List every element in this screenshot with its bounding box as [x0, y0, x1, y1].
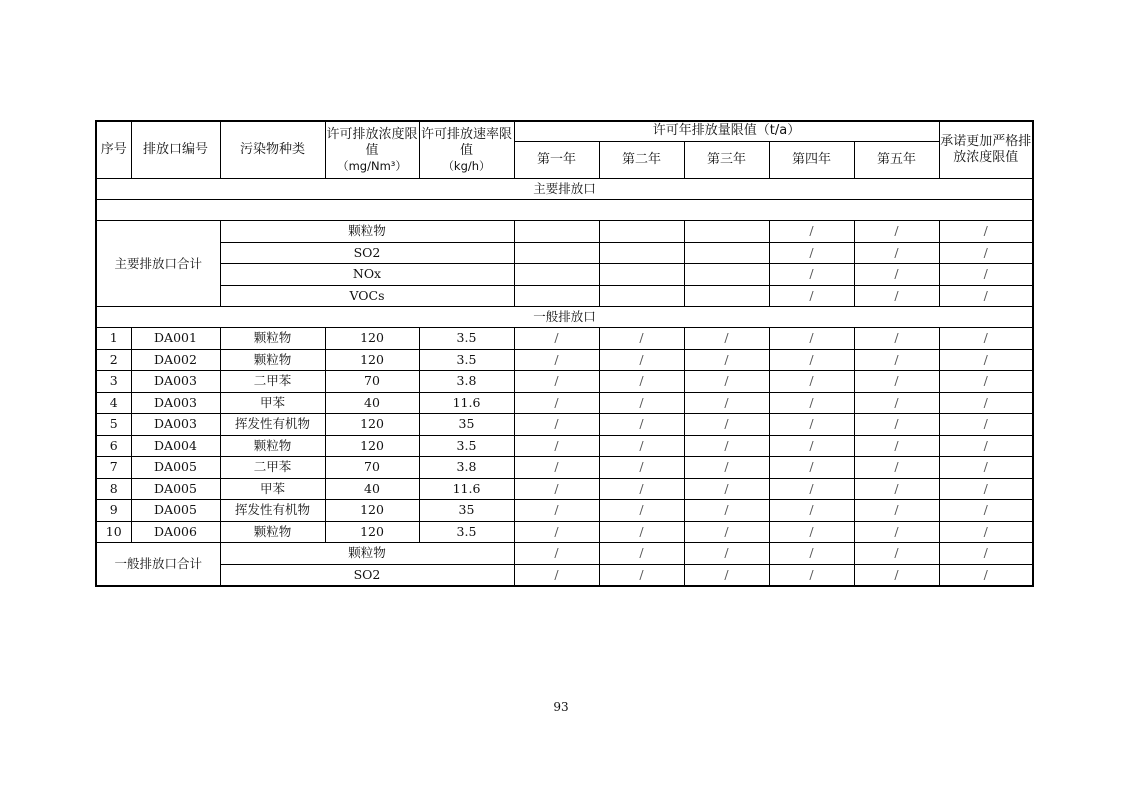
cell-pollutant: 挥发性有机物: [220, 414, 325, 436]
slash-cell: /: [854, 371, 939, 393]
slash-cell: /: [684, 371, 769, 393]
cell-seq: 9: [96, 500, 131, 522]
slash-cell: /: [769, 478, 854, 500]
slash-cell: /: [514, 371, 599, 393]
cell-seq: 5: [96, 414, 131, 436]
slash-cell: /: [939, 221, 1033, 243]
slash-cell: /: [514, 500, 599, 522]
slash-cell: /: [599, 564, 684, 586]
cell-seq: 7: [96, 457, 131, 479]
table-body: [96, 179, 1033, 587]
year-cell: [514, 242, 599, 264]
cell-conc: 120: [325, 328, 419, 350]
cell-outlet-id: DA005: [131, 478, 220, 500]
col-header-year-1: 第一年: [514, 142, 599, 179]
slash-cell: /: [514, 564, 599, 586]
slash-cell: /: [854, 500, 939, 522]
slash-cell: /: [939, 457, 1033, 479]
blank-cell: [96, 200, 1033, 221]
slash-cell: /: [769, 457, 854, 479]
slash-cell: /: [599, 521, 684, 543]
cell-rate: 35: [419, 500, 514, 522]
cell-conc: 40: [325, 392, 419, 414]
slash-cell: /: [854, 457, 939, 479]
cell-conc: 120: [325, 414, 419, 436]
cell-outlet-id: DA005: [131, 500, 220, 522]
table-row: [96, 349, 1033, 371]
general-summary-pollutant: 颗粒物: [220, 543, 514, 565]
page-number: 93: [553, 700, 569, 714]
cell-rate: 11.6: [419, 392, 514, 414]
cell-seq: 1: [96, 328, 131, 350]
cell-rate: 35: [419, 414, 514, 436]
slash-cell: /: [684, 521, 769, 543]
col-header-stricter-limit: 承诺更加严格排放浓度限值: [939, 121, 1033, 179]
cell-pollutant: 挥发性有机物: [220, 500, 325, 522]
general-summary-pollutant: SO2: [220, 564, 514, 586]
main-summary-row: [96, 285, 1033, 307]
slash-cell: /: [769, 328, 854, 350]
slash-cell: /: [599, 457, 684, 479]
cell-pollutant: 二甲苯: [220, 371, 325, 393]
slash-cell: /: [684, 500, 769, 522]
cell-seq: 3: [96, 371, 131, 393]
slash-cell: /: [854, 221, 939, 243]
cell-pollutant: 颗粒物: [220, 521, 325, 543]
cell-conc: 120: [325, 349, 419, 371]
cell-pollutant: 颗粒物: [220, 349, 325, 371]
rate-unit-label: （kg/h）: [442, 159, 491, 174]
section-title-general: 一般排放口: [96, 307, 1033, 328]
conc-unit-label: （mg/Nm³）: [337, 159, 407, 174]
slash-cell: /: [514, 435, 599, 457]
slash-cell: /: [599, 543, 684, 565]
cell-rate: 11.6: [419, 478, 514, 500]
slash-cell: /: [769, 371, 854, 393]
blank-row: [96, 200, 1033, 221]
slash-cell: /: [599, 435, 684, 457]
slash-cell: /: [854, 242, 939, 264]
main-summary-label: 主要排放口合计: [96, 221, 220, 307]
slash-cell: /: [599, 371, 684, 393]
cell-seq: 4: [96, 392, 131, 414]
slash-cell: /: [684, 457, 769, 479]
year-cell: [514, 285, 599, 307]
section-row-general: [96, 307, 1033, 328]
cell-outlet-id: DA004: [131, 435, 220, 457]
cell-outlet-id: DA005: [131, 457, 220, 479]
section-row-main: [96, 179, 1033, 200]
slash-cell: /: [514, 414, 599, 436]
cell-outlet-id: DA003: [131, 371, 220, 393]
rate-limit-label: 许可排放速率限值: [420, 126, 512, 158]
main-summary-pollutant: VOCs: [220, 285, 514, 307]
slash-cell: /: [939, 328, 1033, 350]
table-row: [96, 457, 1033, 479]
main-summary-row: [96, 264, 1033, 286]
slash-cell: /: [769, 543, 854, 565]
slash-cell: /: [854, 285, 939, 307]
slash-cell: /: [599, 500, 684, 522]
slash-cell: /: [514, 457, 599, 479]
cell-seq: 2: [96, 349, 131, 371]
year-cell: [684, 285, 769, 307]
slash-cell: /: [939, 349, 1033, 371]
slash-cell: /: [939, 543, 1033, 565]
emission-limits-table: [95, 120, 1034, 587]
year-cell: [514, 221, 599, 243]
col-header-year-2: 第二年: [599, 142, 684, 179]
cell-rate: 3.8: [419, 457, 514, 479]
year-cell: [599, 242, 684, 264]
slash-cell: /: [684, 564, 769, 586]
slash-cell: /: [599, 328, 684, 350]
table-row: [96, 371, 1033, 393]
slash-cell: /: [599, 414, 684, 436]
cell-seq: 8: [96, 478, 131, 500]
slash-cell: /: [939, 521, 1033, 543]
slash-cell: /: [514, 478, 599, 500]
slash-cell: /: [684, 328, 769, 350]
main-summary-pollutant: SO2: [220, 242, 514, 264]
table-row: [96, 521, 1033, 543]
slash-cell: /: [939, 478, 1033, 500]
col-header-year-5: 第五年: [854, 142, 939, 179]
slash-cell: /: [939, 264, 1033, 286]
col-header-annual-limit: 许可年排放量限值（t/a）: [514, 121, 939, 142]
slash-cell: /: [514, 328, 599, 350]
cell-pollutant: 二甲苯: [220, 457, 325, 479]
conc-limit-label: 许可排放浓度限值: [326, 126, 418, 158]
slash-cell: /: [769, 242, 854, 264]
slash-cell: /: [769, 392, 854, 414]
cell-outlet-id: DA001: [131, 328, 220, 350]
slash-cell: /: [684, 392, 769, 414]
main-summary-row: [96, 242, 1033, 264]
year-cell: [514, 264, 599, 286]
slash-cell: /: [939, 371, 1033, 393]
cell-conc: 120: [325, 500, 419, 522]
table-row: [96, 328, 1033, 350]
slash-cell: /: [769, 564, 854, 586]
slash-cell: /: [769, 221, 854, 243]
year-cell: [684, 221, 769, 243]
col-header-pollutant: 污染物种类: [220, 121, 325, 179]
cell-rate: 3.5: [419, 328, 514, 350]
cell-rate: 3.8: [419, 371, 514, 393]
cell-conc: 120: [325, 435, 419, 457]
cell-outlet-id: DA003: [131, 414, 220, 436]
general-summary-label: 一般排放口合计: [96, 543, 220, 587]
slash-cell: /: [854, 392, 939, 414]
slash-cell: /: [684, 478, 769, 500]
col-header-year-3: 第三年: [684, 142, 769, 179]
slash-cell: /: [854, 521, 939, 543]
main-summary-row: [96, 221, 1033, 243]
slash-cell: /: [939, 564, 1033, 586]
slash-cell: /: [769, 285, 854, 307]
slash-cell: /: [684, 414, 769, 436]
slash-cell: /: [939, 285, 1033, 307]
col-header-conc-limit: [325, 121, 419, 179]
cell-pollutant: 颗粒物: [220, 328, 325, 350]
slash-cell: /: [854, 478, 939, 500]
cell-rate: 3.5: [419, 349, 514, 371]
table-row: [96, 435, 1033, 457]
table-row: [96, 478, 1033, 500]
cell-pollutant: 颗粒物: [220, 435, 325, 457]
slash-cell: /: [684, 435, 769, 457]
table-row: [96, 392, 1033, 414]
general-summary-row: [96, 543, 1033, 565]
slash-cell: /: [769, 435, 854, 457]
slash-cell: /: [939, 500, 1033, 522]
main-summary-pollutant: 颗粒物: [220, 221, 514, 243]
table-row: [96, 414, 1033, 436]
cell-rate: 3.5: [419, 521, 514, 543]
slash-cell: /: [854, 435, 939, 457]
general-summary-row: [96, 564, 1033, 586]
slash-cell: /: [599, 392, 684, 414]
slash-cell: /: [769, 500, 854, 522]
slash-cell: /: [684, 349, 769, 371]
main-summary-pollutant: NOx: [220, 264, 514, 286]
year-cell: [599, 221, 684, 243]
cell-outlet-id: DA002: [131, 349, 220, 371]
col-header-year-4: 第四年: [769, 142, 854, 179]
slash-cell: /: [514, 392, 599, 414]
cell-pollutant: 甲苯: [220, 392, 325, 414]
slash-cell: /: [514, 543, 599, 565]
year-cell: [599, 285, 684, 307]
slash-cell: /: [939, 435, 1033, 457]
slash-cell: /: [854, 414, 939, 436]
table-row: [96, 500, 1033, 522]
slash-cell: /: [769, 264, 854, 286]
slash-cell: /: [769, 521, 854, 543]
col-header-seq: 序号: [96, 121, 131, 179]
cell-conc: 70: [325, 371, 419, 393]
slash-cell: /: [514, 521, 599, 543]
slash-cell: /: [854, 564, 939, 586]
header-row-1: [96, 121, 1033, 142]
cell-conc: 40: [325, 478, 419, 500]
col-header-outlet-id: 排放口编号: [131, 121, 220, 179]
section-title-main: 主要排放口: [96, 179, 1033, 200]
slash-cell: /: [599, 349, 684, 371]
slash-cell: /: [939, 242, 1033, 264]
year-cell: [684, 242, 769, 264]
slash-cell: /: [684, 543, 769, 565]
cell-rate: 3.5: [419, 435, 514, 457]
cell-conc: 70: [325, 457, 419, 479]
slash-cell: /: [769, 349, 854, 371]
year-cell: [599, 264, 684, 286]
cell-seq: 6: [96, 435, 131, 457]
cell-pollutant: 甲苯: [220, 478, 325, 500]
cell-seq: 10: [96, 521, 131, 543]
slash-cell: /: [939, 392, 1033, 414]
cell-outlet-id: DA003: [131, 392, 220, 414]
slash-cell: /: [854, 328, 939, 350]
slash-cell: /: [854, 349, 939, 371]
slash-cell: /: [769, 414, 854, 436]
cell-outlet-id: DA006: [131, 521, 220, 543]
slash-cell: /: [854, 543, 939, 565]
slash-cell: /: [514, 349, 599, 371]
slash-cell: /: [939, 414, 1033, 436]
slash-cell: /: [854, 264, 939, 286]
year-cell: [684, 264, 769, 286]
cell-conc: 120: [325, 521, 419, 543]
col-header-rate-limit: [419, 121, 514, 179]
slash-cell: /: [599, 478, 684, 500]
